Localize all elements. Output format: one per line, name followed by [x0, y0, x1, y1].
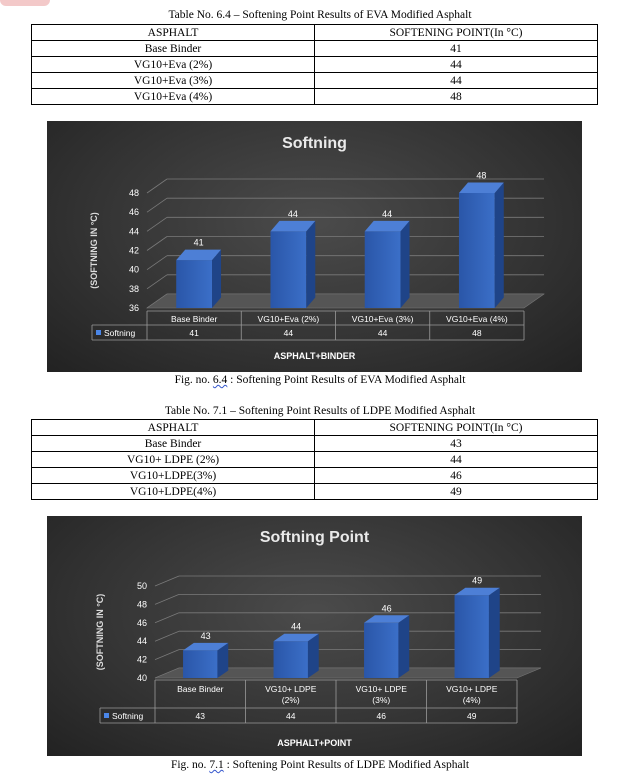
table-cell: VG10+ LDPE (2%): [32, 452, 315, 468]
table-row: [32, 73, 598, 89]
data-table-value: 44: [283, 328, 294, 338]
y-tick-label: 44: [136, 636, 147, 647]
category-label: VG10+ LDPE: [265, 684, 317, 694]
data-table-value: 49: [467, 711, 477, 721]
y-tick-label: 40: [136, 673, 147, 683]
gridline-side: [155, 594, 179, 604]
chart-title: Softning Point: [259, 529, 370, 546]
bar-side: [308, 634, 319, 678]
data-label: 44: [382, 208, 393, 219]
table-cell: 49: [315, 484, 598, 500]
y-tick-label: 46: [128, 207, 139, 218]
y-axis-label: (SOFTNING IN °C): [95, 593, 105, 671]
figure1-caption: [0, 373, 640, 387]
table-cell: Base Binder: [32, 41, 315, 57]
table-cell: Base Binder: [32, 436, 315, 452]
bar: [183, 643, 228, 678]
gridline-side: [155, 576, 179, 586]
softening-chart-ldpe: [47, 516, 582, 756]
chart-svg: [47, 121, 582, 372]
y-axis-label: (SOFTNING IN °C): [89, 212, 99, 289]
table-row: [32, 89, 598, 105]
bar: [365, 221, 410, 308]
gridline-side: [147, 198, 167, 212]
y-tick-label: 44: [128, 226, 139, 237]
table-row: [32, 484, 598, 500]
table-header-cell: SOFTENING POINT(In °C): [315, 420, 598, 436]
bar-front: [365, 231, 401, 308]
table-header-row: [32, 25, 598, 41]
table-row: [32, 57, 598, 73]
data-label: 48: [476, 170, 487, 181]
data-table-value: 48: [472, 328, 482, 338]
bar: [274, 634, 319, 678]
bar-front: [364, 623, 398, 678]
y-tick-label: 40: [128, 264, 139, 275]
bar-front: [270, 231, 306, 308]
x-axis-label: ASPHALT+BINDER: [273, 351, 356, 361]
bar-front: [183, 650, 217, 678]
table2-title: Table No. 7.1 – Softening Point Results of LDPE Modified Asphalt: [164, 405, 476, 417]
chart-title: Softning: [282, 135, 347, 152]
bar-front: [455, 595, 489, 678]
bar: [459, 183, 504, 309]
data-label: 49: [472, 575, 483, 586]
legend-key: [96, 330, 101, 335]
table-cell: 43: [315, 436, 598, 452]
y-tick-label: 48: [136, 599, 147, 610]
category-label: (2%): [281, 695, 300, 705]
table-cell: 44: [315, 73, 598, 89]
bar-front: [274, 641, 308, 678]
category-label: Base Binder: [170, 314, 218, 324]
data-label: 44: [291, 621, 302, 632]
caption-prefix: Fig. no.: [170, 759, 210, 771]
gridline-side: [147, 179, 167, 193]
x-axis-label: ASPHALT+POINT: [277, 738, 352, 748]
category-label: Base Binder: [177, 684, 224, 694]
table-cell: VG10+Eva (3%): [32, 73, 315, 89]
table-row: [32, 436, 598, 452]
category-label: (4%): [462, 695, 481, 705]
chart-data-table: [92, 311, 524, 340]
bar-front: [176, 260, 212, 308]
bar-side: [306, 221, 315, 308]
gridline-side: [155, 613, 179, 623]
caption-number: 6.4: [212, 374, 228, 386]
data-label: 44: [287, 208, 298, 219]
legend-label: Softning: [104, 328, 136, 338]
y-tick-label: 50: [136, 581, 147, 591]
data-table-value: 46: [376, 711, 386, 721]
data-table-value: 44: [377, 328, 388, 338]
corner-decoration: [0, 0, 50, 6]
gridline-side: [147, 256, 167, 270]
gridline-side: [147, 275, 167, 289]
bar-side: [398, 615, 409, 678]
table-cell: VG10+Eva (4%): [32, 89, 315, 105]
data-label: 43: [200, 630, 211, 641]
data-label: 41: [193, 237, 204, 248]
category-label: (3%): [372, 695, 391, 705]
y-tick-label: 38: [128, 283, 139, 294]
figure2-caption: [0, 758, 640, 772]
table-cell: 48: [315, 89, 598, 105]
bar-side: [495, 183, 504, 309]
data-table-value: 41: [189, 328, 199, 338]
table-cell: VG10+LDPE(4%): [32, 484, 315, 500]
table2: [31, 419, 598, 500]
caption-prefix: Fig. no.: [174, 374, 213, 386]
table-row: [32, 41, 598, 57]
bar: [364, 615, 409, 678]
y-tick-label: 36: [128, 303, 139, 313]
table-cell: 46: [315, 468, 598, 484]
gridline-side: [147, 237, 167, 251]
bar: [270, 221, 315, 308]
table1-title: Table No. 6.4 – Softening Point Results of EVA Modified Asphalt: [168, 9, 472, 21]
legend-label: Softning: [112, 711, 144, 721]
data-table-value: 44: [286, 711, 296, 721]
y-tick-label: 48: [128, 188, 139, 198]
category-label: VG10+Eva (3%): [351, 314, 414, 324]
table-row: [32, 452, 598, 468]
category-label: VG10+Eva (4%): [446, 314, 508, 324]
gridline-side: [155, 650, 179, 660]
category-label: VG10+Eva (2%): [257, 314, 320, 324]
chart-svg: [47, 516, 582, 756]
table-cell: 44: [315, 452, 598, 468]
table-header-row: [32, 420, 598, 436]
gridline-side: [147, 217, 167, 231]
table-header-cell: SOFTENING POINT(In °C): [315, 25, 598, 41]
bar-side: [489, 588, 500, 678]
bar-side: [401, 221, 410, 308]
y-tick-label: 46: [136, 617, 147, 628]
chart-data-table: [100, 680, 517, 723]
table-cell: VG10+LDPE(3%): [32, 468, 315, 484]
caption-text: : Softening Point Results of EVA Modified Asphalt: [227, 374, 466, 386]
table-cell: 41: [315, 41, 598, 57]
gridline-side: [155, 631, 179, 641]
data-label: 46: [381, 603, 392, 614]
data-table-value: 43: [195, 711, 205, 721]
table-cell: VG10+Eva (2%): [32, 57, 315, 73]
legend-key: [104, 713, 109, 718]
y-tick-label: 42: [136, 654, 147, 665]
bar: [455, 588, 500, 678]
y-tick-label: 42: [128, 245, 139, 256]
caption-number: 7.1: [209, 759, 224, 771]
table1: [31, 24, 598, 105]
table-header-cell: ASPHALT: [32, 25, 315, 41]
category-label: VG10+ LDPE: [355, 684, 407, 694]
softening-chart-eva: [47, 121, 582, 372]
caption-text: : Softening Point Results of LDPE Modified Asphalt: [223, 759, 470, 771]
table-header-cell: ASPHALT: [32, 420, 315, 436]
bar-front: [459, 193, 495, 308]
category-label: VG10+ LDPE: [446, 684, 498, 694]
bar: [176, 250, 221, 308]
table-row: [32, 468, 598, 484]
table-cell: 44: [315, 57, 598, 73]
